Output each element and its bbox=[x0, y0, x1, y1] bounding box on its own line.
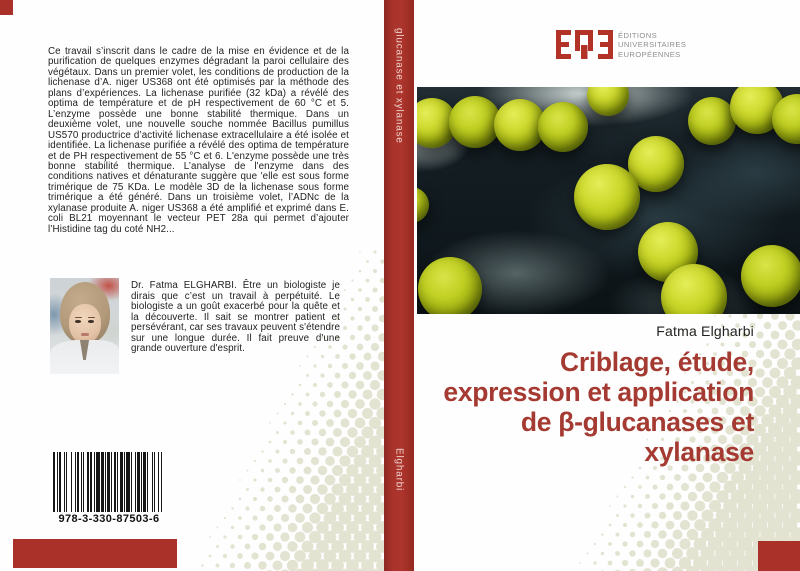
red-bar-bottom-left bbox=[13, 539, 177, 568]
publisher-name bbox=[618, 30, 686, 59]
photo-face bbox=[69, 304, 101, 344]
bacteria-sphere bbox=[741, 245, 800, 307]
abstract-text: Ce travail s’inscrit dans le cadre de la mise en évidence et de la purification de quelques enzymes dégradant la paroi cellulaire des végétaux. Dans un premier volet, les conditions de production de la lichenase d’A. niger US368 ont été optimisés par la méthode des plans d’expériences. La lichenase purifiée (32 kDa) a révélé des optima de température et de pH respectivement de 60 °C et 5. L’enzyme possède une bonne stabilité thermique. Dans un deuxième volet, une nouvelle souche nommée Bacillus pumillus US570 productrice d’activité lichenase extracellulaire a été isolée et identifiée. La lichenase purifiée a révélé des optima de température et de PH respectivement de 55 °C et 6. L'enzyme possède une très bonne stabilité thermique. L’analyse de l'enzyme dans des conditions natives et dénaturante suggère que 'elle est sous forme trimérique de 75 KDa. Le modèle 3D de la lichenase sous forme trimérique a été généré. Dans un troisième volet, l’ADNc de la xylanase produite A. niger US368 a été amplifié et exprimé dans E. coli BL21 moyennant le vecteur PET 28a qui permet d’ajouter l’Histidine tag du coté NH2... bbox=[48, 46, 349, 235]
corner-accent-bottom-right bbox=[758, 541, 800, 571]
bacteria-sphere bbox=[574, 164, 640, 230]
title-line: de β-glucanases et bbox=[520, 407, 754, 437]
cover-photo-bacteria bbox=[417, 87, 800, 314]
photo-coat bbox=[50, 340, 119, 374]
publisher-line: UNIVERSITAIRES bbox=[618, 40, 687, 50]
title-line: expression et application bbox=[443, 377, 754, 407]
photo-detail bbox=[75, 317, 82, 319]
title-line: xylanase bbox=[644, 437, 754, 467]
publisher-line: ÉDITIONS bbox=[618, 31, 658, 40]
photo-detail bbox=[81, 333, 89, 336]
book-title bbox=[394, 347, 754, 467]
spine-title: glucanase et xylanase bbox=[393, 28, 405, 144]
barcode bbox=[53, 452, 165, 512]
bacteria-sphere bbox=[538, 102, 588, 152]
bacteria-sphere bbox=[688, 97, 736, 145]
spine-author: Elgharbi bbox=[393, 448, 405, 492]
spine bbox=[384, 0, 414, 571]
photo-detail bbox=[88, 317, 95, 319]
front-author-name: Fatma Elgharbi bbox=[656, 323, 754, 339]
title-line: Criblage, étude, bbox=[560, 347, 754, 377]
photo-detail bbox=[88, 320, 94, 323]
publisher-logo bbox=[556, 30, 686, 59]
corner-accent-top-left bbox=[0, 0, 13, 15]
author-bio-text: Dr. Fatma ELGHARBI. Être un biologiste je dirais que c’est un travail à perpétuité. Le biologiste a un goût exacerbé pour la quête et la découverte. Il sait se montrer patient et persévérant, car ses travaux peuvent s'étendre sur une longue durée. Il fait preuve d'une grande ouverture d'esprit. bbox=[131, 280, 340, 354]
barcode-space bbox=[162, 452, 164, 512]
bacteria-sphere bbox=[417, 187, 429, 223]
isbn-number: 978-3-330-87503-6 bbox=[58, 513, 160, 525]
bacteria-sphere bbox=[587, 87, 629, 116]
bacteria-sphere bbox=[418, 257, 482, 314]
publisher-line: EUROPÉENNES bbox=[618, 49, 681, 59]
photo-detail bbox=[75, 320, 81, 323]
eue-logo-icon bbox=[556, 30, 613, 59]
author-photo bbox=[50, 278, 119, 374]
